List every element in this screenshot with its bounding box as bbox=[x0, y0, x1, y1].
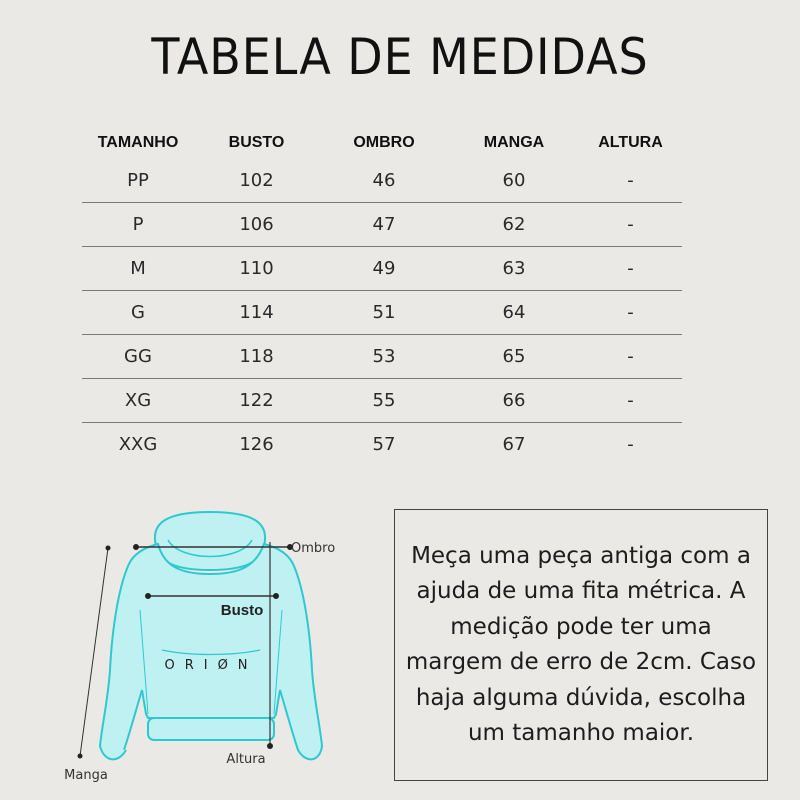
hoodie-measurement-illustration bbox=[50, 500, 370, 790]
cell-ombro: 55 bbox=[319, 379, 449, 423]
cell-size: XXG bbox=[118, 434, 158, 455]
cell-manga: 64 bbox=[449, 291, 579, 335]
cell-ombro: 47 bbox=[319, 203, 449, 247]
hoodie-waistband bbox=[148, 718, 274, 740]
cell-manga: 66 bbox=[449, 379, 579, 423]
cell-manga: 62 bbox=[449, 203, 579, 247]
cell-altura: - bbox=[579, 335, 682, 379]
cell-size: P bbox=[82, 203, 194, 247]
table-row bbox=[82, 423, 682, 467]
cell-busto: 126 bbox=[239, 434, 274, 455]
column-header-manga: MANGA bbox=[483, 134, 545, 151]
size-table bbox=[82, 128, 682, 466]
cell-altura: - bbox=[579, 203, 682, 247]
column-header-busto: BUSTO bbox=[228, 134, 285, 151]
cell-altura: - bbox=[579, 158, 682, 203]
cell-size: M bbox=[82, 247, 194, 291]
cell-busto: 122 bbox=[194, 379, 319, 423]
column-header-ombro: OMBRO bbox=[353, 134, 415, 151]
column-header-altura: ALTURA bbox=[598, 134, 663, 151]
cell-altura: - bbox=[579, 291, 682, 335]
cell-altura: - bbox=[579, 247, 682, 291]
cell-busto: 114 bbox=[194, 291, 319, 335]
table-row bbox=[82, 203, 682, 247]
cell-ombro: 53 bbox=[319, 335, 449, 379]
measurement-note-text: Meça uma peça antiga com a ajuda de uma fita métrica. A medição pode ter uma margem de erro de 2cm. Caso haja alguma dúvida, escolha um tamanho maior. bbox=[405, 542, 757, 746]
cell-ombro: 51 bbox=[319, 291, 449, 335]
manga-label: Manga bbox=[64, 768, 108, 783]
cell-busto: 110 bbox=[194, 247, 319, 291]
busto-label: Busto bbox=[220, 602, 264, 619]
cell-ombro: 49 bbox=[319, 247, 449, 291]
table-row bbox=[82, 158, 682, 203]
cell-altura: - bbox=[627, 434, 634, 455]
table-row bbox=[82, 247, 682, 291]
cell-size: G bbox=[82, 291, 194, 335]
measurement-note-box bbox=[394, 509, 768, 781]
table-header-row bbox=[82, 128, 682, 158]
cell-manga: 65 bbox=[449, 335, 579, 379]
cell-altura: - bbox=[579, 379, 682, 423]
cell-manga: 60 bbox=[449, 158, 579, 203]
cell-ombro: 46 bbox=[319, 158, 449, 203]
cell-manga: 67 bbox=[502, 434, 526, 455]
page-title: TABELA DE MEDIDAS bbox=[151, 28, 649, 86]
table-row bbox=[82, 291, 682, 335]
cell-manga: 63 bbox=[449, 247, 579, 291]
cell-busto: 102 bbox=[194, 158, 319, 203]
column-header-tamanho: TAMANHO bbox=[97, 134, 179, 151]
table-row bbox=[82, 379, 682, 423]
cell-busto: 118 bbox=[194, 335, 319, 379]
hoodie-logo: ORIØN bbox=[164, 658, 258, 673]
ombro-label: Ombro bbox=[291, 541, 336, 556]
cell-size: GG bbox=[82, 335, 194, 379]
table-row bbox=[82, 335, 682, 379]
cell-busto: 106 bbox=[194, 203, 319, 247]
cell-size: PP bbox=[82, 158, 194, 203]
cell-size: XG bbox=[82, 379, 194, 423]
cell-ombro: 57 bbox=[372, 434, 396, 455]
altura-label: Altura bbox=[226, 752, 266, 767]
hoodie-hood bbox=[155, 512, 265, 570]
